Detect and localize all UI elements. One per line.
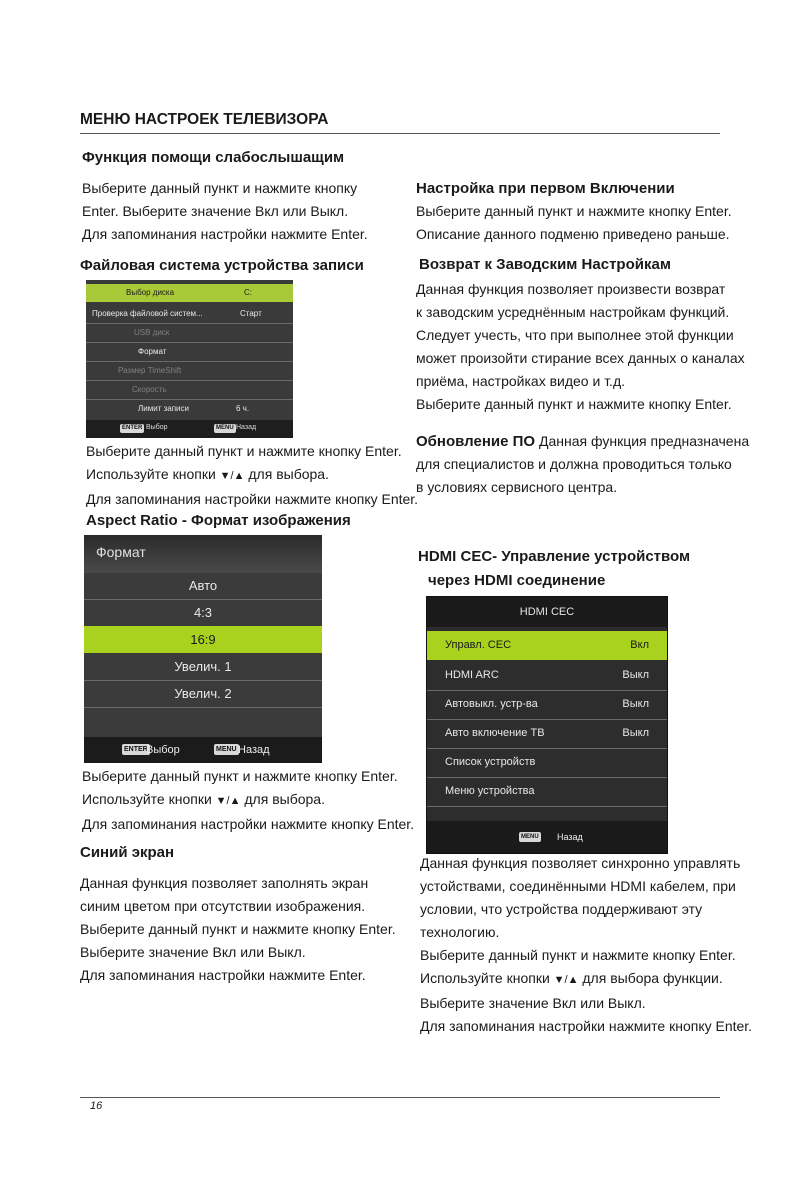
text-line: приёма, настройках видео и т.д. [416, 373, 626, 389]
back-hint: Назад [236, 424, 257, 431]
cec-title: HDMI CEC- Управление устройством [418, 548, 691, 565]
menu-row-auto-off[interactable] [427, 690, 667, 719]
text-line: Выберите данный пункт и нажмите кнопку Enter. [416, 203, 732, 219]
menu-footer [84, 737, 322, 763]
menu-header: HDMI CEC [427, 597, 667, 627]
enter-key-icon: ENTER [124, 746, 148, 753]
menu-row-speed [86, 381, 293, 399]
text-fragment: Данная функция предназначена [535, 433, 750, 449]
text-line: Данная функция позволяет заполнять экран [80, 875, 369, 891]
footer-rule [80, 1097, 720, 1098]
disk-settings-menu [86, 280, 293, 438]
filesystem-title: Файловая система устройства записи [80, 257, 364, 274]
menu-footer [86, 420, 293, 438]
text-line: устойствами, соединёнными HDMI кабелем, при [420, 878, 736, 894]
menu-row-timeshift-size [86, 362, 293, 380]
row-value: Старт [240, 309, 262, 318]
text-fragment: Используйте кнопки [420, 970, 554, 986]
row-value: Выкл [622, 669, 649, 681]
update-title: Обновление ПО [416, 433, 536, 450]
divider [84, 707, 322, 708]
menu-row-zoom-1[interactable]: Увелич. 1 [174, 659, 232, 674]
aspect-text [82, 765, 414, 836]
row-label: Размер TimeShift [118, 366, 182, 375]
row-label: Выбор диска [126, 288, 175, 297]
row-value: C: [244, 288, 252, 297]
aspect-title: Aspect Ratio - Формат изображения [86, 512, 351, 529]
text-line: к заводским усреднённым настройкам функций. [416, 304, 730, 320]
row-label: Формат [138, 347, 167, 356]
text-line: Enter. Выберите значение Вкл или Выкл. [82, 203, 349, 219]
hdmi-cec-menu [426, 596, 668, 854]
text-line: Для запоминания настройки нажмите кнопку Enter. [420, 1018, 753, 1034]
text-line: Выберите данный пункт и нажмите кнопку [82, 180, 358, 196]
row-label: USB диск [134, 328, 170, 337]
row-label: Авто включение ТВ [445, 727, 545, 739]
text-line: Выберите значение Вкл или Выкл. [80, 944, 306, 960]
menu-row-auto-on-tv[interactable] [427, 719, 667, 748]
factory-text [416, 278, 745, 416]
text-line: Выберите значение Вкл или Выкл. [420, 995, 646, 1011]
menu-row-fs-check[interactable] [86, 305, 293, 323]
menu-row-zoom-2[interactable]: Увелич. 2 [174, 686, 232, 701]
row-value: Выкл [622, 727, 649, 739]
select-hint: Выбор [146, 744, 180, 756]
firstrun-text [416, 200, 732, 246]
row-label: Скорость [132, 385, 167, 394]
menu-key-icon: MENU [216, 425, 234, 431]
aspect-ratio-menu [84, 535, 322, 763]
text-line [416, 430, 749, 453]
menu-row-record-limit[interactable] [86, 400, 293, 418]
menu-row-auto[interactable]: Авто [188, 578, 218, 593]
update-text [416, 430, 749, 499]
page-number: 16 [90, 1100, 103, 1112]
text-line: синим цветом при отсутствии изображения. [80, 898, 366, 914]
text-line [420, 967, 752, 992]
text-line: Данная функция позволяет произвести возврат [416, 281, 726, 297]
cec-text [420, 852, 752, 1038]
text-line: для специалистов и должна проводиться только [416, 456, 732, 472]
text-line: Выберите данный пункт и нажмите кнопку Enter. [82, 768, 398, 784]
menu-row-4-3[interactable]: 4:3 [193, 605, 213, 620]
back-hint: Назад [557, 832, 583, 842]
page-header: МЕНЮ НАСТРОЕК ТЕЛЕВИЗОРА [80, 111, 329, 128]
text-fragment: Используйте кнопки [86, 466, 220, 482]
text-line: технологию. [420, 924, 500, 940]
back-hint: Назад [238, 744, 270, 756]
menu-row-device-menu[interactable] [427, 777, 667, 806]
text-line: Для запоминания настройки нажмите Enter. [82, 226, 368, 242]
text-line: Следует учесть, что при выполнее этой функции [416, 327, 734, 343]
text-line: Выберите данный пункт и нажмите кнопку Enter. [420, 947, 736, 963]
text-line: Выберите данный пункт и нажмите кнопку Enter. [86, 443, 402, 459]
text-fragment: для выбора. [244, 466, 329, 482]
divider [427, 806, 667, 807]
text-line: Описание данного подменю приведено раньше. [416, 226, 730, 242]
menu-row-cec-control[interactable] [427, 631, 667, 660]
bluescreen-text [80, 872, 396, 987]
firstrun-title: Настройка при первом Включении [416, 180, 675, 197]
text-line: в условиях сервисного центра. [416, 479, 618, 495]
text-line: Для запоминания настройки нажмите кнопку Enter. [82, 816, 415, 832]
header-rule [80, 133, 720, 134]
text-line: Для запоминания настройки нажмите кнопку Enter. [86, 491, 419, 507]
menu-row-format[interactable] [86, 343, 293, 361]
text-fragment: Используйте кнопки [82, 791, 216, 807]
row-value: 6 ч. [236, 404, 250, 413]
text-line [86, 463, 418, 488]
text-fragment: для выбора. [240, 791, 325, 807]
menu-row-usb-disk [86, 324, 293, 342]
menu-row-hdmi-arc[interactable] [427, 661, 667, 690]
hearing-text [82, 177, 368, 246]
menu-key-icon: MENU [521, 834, 539, 840]
factory-title: Возврат к Заводским Настройкам [419, 256, 671, 273]
text-line: Для запоминания настройки нажмите Enter. [80, 967, 366, 983]
menu-footer [427, 821, 667, 853]
text-line: может произойти стирание всех данных о каналах [416, 350, 745, 366]
row-label: Список устройств [445, 756, 536, 768]
bluescreen-title: Синий экран [80, 844, 175, 861]
row-label: Управл. CEC [445, 639, 512, 651]
filesystem-text [86, 440, 418, 511]
menu-header: Формат [84, 535, 322, 573]
row-label: Лимит записи [138, 404, 189, 413]
menu-row-device-list[interactable] [427, 748, 667, 777]
text-line: Выберите данный пункт и нажмите кнопку Enter. [80, 921, 396, 937]
row-value: Вкл [630, 639, 649, 651]
row-label: Меню устройства [445, 785, 535, 797]
text-line [82, 788, 414, 813]
hearing-title: Функция помощи слабослышащим [82, 149, 345, 166]
menu-key-icon: MENU [216, 746, 237, 753]
arrow-keys-icon: ▼/▲ [219, 470, 245, 482]
row-label: HDMI ARC [445, 669, 499, 681]
arrow-keys-icon: ▼/▲ [553, 974, 579, 986]
cec-subtitle: через HDMI соединение [428, 572, 606, 589]
row-label: Проверка файловой систем... [92, 309, 203, 318]
menu-row-16-9[interactable]: 16:9 [84, 626, 322, 653]
row-value: Выкл [622, 698, 649, 710]
row-label: Автовыкл. устр-ва [445, 698, 538, 710]
text-fragment: для выбора функции. [578, 970, 723, 986]
menu-row-disk-select[interactable] [86, 284, 293, 302]
text-line: Выберите данный пункт и нажмите кнопку Enter. [416, 396, 732, 412]
text-line: условии, что устройства поддерживают эту [420, 901, 703, 917]
enter-key-icon: ENTER [122, 425, 143, 431]
arrow-keys-icon: ▼/▲ [215, 795, 241, 807]
select-hint: Выбор [146, 424, 168, 431]
text-line: Данная функция позволяет синхронно управлять [420, 855, 741, 871]
